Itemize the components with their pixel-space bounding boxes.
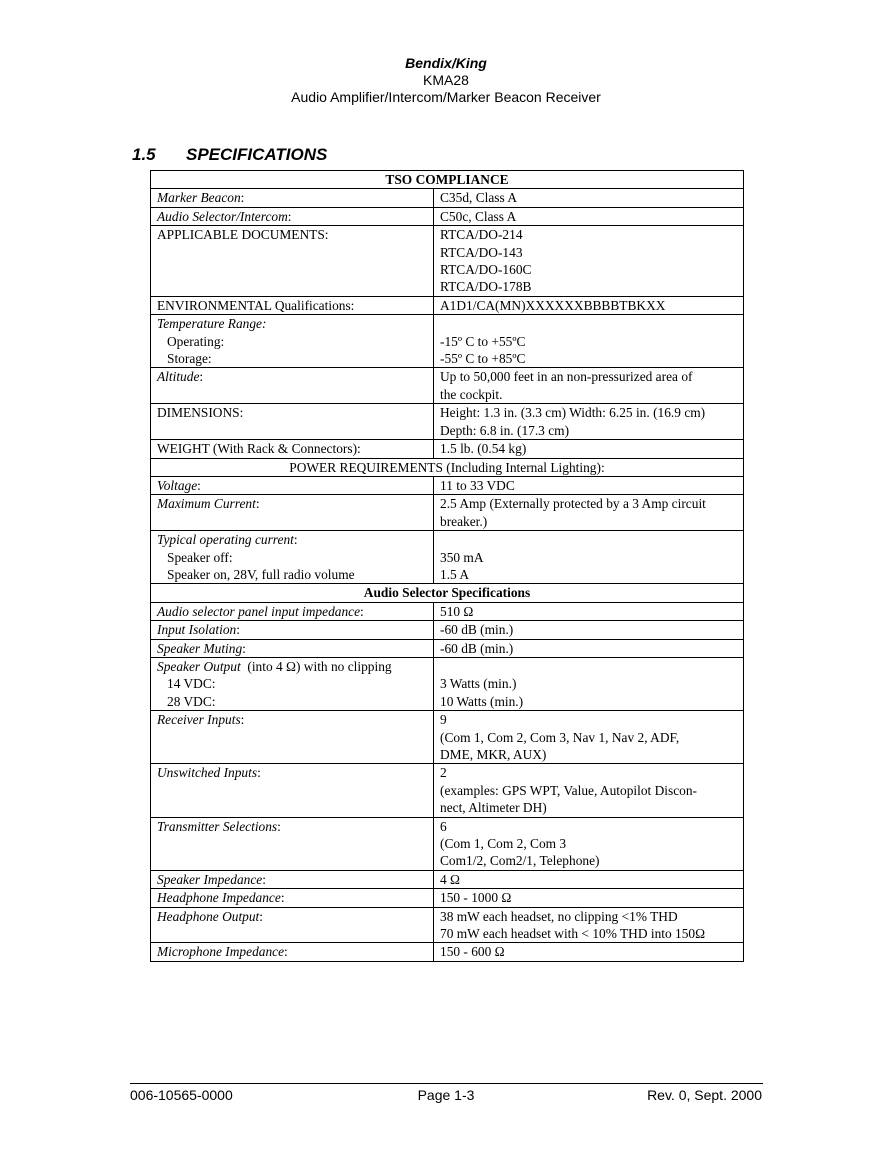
spec-label-text: Marker Beacon — [157, 190, 241, 206]
spec-label-text: : — [199, 369, 204, 385]
spec-label-text: Maximum Current — [157, 496, 256, 512]
spec-label — [151, 657, 434, 710]
spec-label-text: Typical operating current — [157, 532, 294, 548]
spec-row — [151, 817, 744, 870]
table-section-row — [151, 171, 744, 189]
spec-value-line: 1.5 A — [440, 566, 470, 582]
spec-row — [151, 657, 744, 710]
spec-sublabel: Operating: — [167, 333, 225, 349]
spec-sublabel: Speaker on, 28V, full radio volume — [167, 566, 355, 582]
footer-rule — [130, 1083, 763, 1084]
spec-label — [151, 621, 434, 639]
spec-label-text: Headphone Output — [157, 908, 260, 924]
spec-sublabel: 14 VDC: — [167, 676, 216, 692]
spec-label-line — [157, 889, 427, 906]
spec-label — [151, 368, 434, 404]
spec-row — [151, 368, 744, 404]
spec-value-line: RTCA/DO-178B — [440, 279, 532, 295]
spec-value — [434, 817, 744, 870]
spec-value-line: C50c, Class A — [440, 208, 517, 224]
spec-value-line: 150 - 1000 Ω — [440, 890, 512, 906]
spec-label-line — [157, 818, 427, 835]
spec-row — [151, 440, 744, 458]
spec-row — [151, 189, 744, 207]
spec-value-line: (Com 1, Com 2, Com 3 — [440, 836, 567, 852]
spec-label-text: Speaker Output — [157, 658, 241, 674]
section-number: 1.5 — [132, 145, 156, 164]
spec-value-line: (examples: GPS WPT, Value, Autopilot Discon- — [440, 782, 698, 798]
spec-label — [151, 817, 434, 870]
spec-label — [151, 315, 434, 368]
spec-label — [151, 639, 434, 657]
model-number: KMA28 — [423, 72, 469, 88]
spec-value-line: 70 mW each headset with < 10% THD into 150Ω — [440, 926, 706, 942]
section-header-cell: Audio Selector Specifications — [151, 584, 744, 602]
spec-label-text: Audio selector panel input impedance — [157, 603, 361, 619]
spec-row — [151, 404, 744, 440]
spec-value-line: 38 mW each headset, no clipping <1% THD — [440, 908, 678, 924]
spec-label-text: : — [360, 603, 364, 619]
spec-label-text: Input Isolation — [157, 622, 237, 638]
spec-value-line: RTCA/DO-143 — [440, 244, 523, 260]
spec-label — [151, 711, 434, 764]
spec-value-line: 2.5 Amp (Externally protected by a 3 Amp circuit — [440, 496, 706, 512]
spec-value-line: 510 Ω — [440, 603, 474, 619]
spec-label-text: : — [257, 765, 261, 781]
spec-row — [151, 907, 744, 943]
spec-label-text: Microphone Impedance — [157, 944, 285, 960]
spec-value-line: Up to 50,000 feet in an non-pressurized area of — [440, 369, 693, 385]
spec-label — [151, 440, 434, 458]
spec-label-text: Altitude — [157, 369, 200, 385]
spec-value-line: breaker.) — [440, 513, 488, 529]
spec-label-text: : — [197, 477, 201, 493]
spec-value — [434, 207, 744, 225]
spec-label-text: APPLICABLE DOCUMENTS: — [157, 227, 329, 243]
spec-label — [151, 764, 434, 817]
spec-label-line — [157, 711, 427, 728]
spec-row — [151, 711, 744, 764]
spec-label-line — [157, 531, 427, 548]
specifications-table — [150, 170, 744, 962]
spec-label-text: : — [293, 532, 298, 548]
spec-value — [434, 657, 744, 710]
spec-row — [151, 476, 744, 494]
spec-value — [434, 639, 744, 657]
spec-value-line: Com1/2, Com2/1, Telephone) — [440, 853, 600, 869]
spec-value — [434, 870, 744, 888]
spec-value-line: nect, Altimeter DH) — [440, 800, 547, 816]
section-header-cell: TSO COMPLIANCE — [151, 171, 744, 189]
spec-label-line — [157, 208, 427, 225]
document-subtitle: Audio Amplifier/Intercom/Marker Beacon Receiver — [291, 89, 601, 105]
spec-value-line: -15º C to +55ºC — [440, 333, 526, 349]
spec-value-line — [440, 531, 737, 548]
spec-value-line: Height: 1.3 in. (3.3 cm) Width: 6.25 in. (16.9 cm) — [440, 405, 706, 421]
spec-value-line: DME, MKR, AUX) — [440, 747, 547, 762]
spec-label-text: Transmitter Selections — [157, 818, 278, 834]
table-section-row — [151, 584, 744, 602]
spec-row — [151, 226, 744, 297]
spec-label — [151, 189, 434, 207]
spec-value-line: 10 Watts (min.) — [440, 693, 524, 709]
spec-label-text: : — [255, 496, 260, 512]
spec-value-line: (Com 1, Com 2, Com 3, Nav 1, Nav 2, ADF, — [440, 729, 680, 745]
spec-value — [434, 621, 744, 639]
spec-label-text: : — [280, 890, 285, 906]
spec-value-line: A1D1/CA(MN)XXXXXXBBBBTBKXX — [440, 297, 666, 313]
spec-value-line: -60 dB (min.) — [440, 640, 514, 656]
spec-label-line — [157, 603, 427, 620]
spec-row — [151, 315, 744, 368]
spec-label-line — [157, 640, 427, 657]
spec-label-line — [157, 764, 427, 781]
spec-label-line — [157, 621, 427, 638]
spec-label-text: : — [240, 190, 245, 206]
spec-label-line — [157, 297, 427, 314]
spec-value-line: RTCA/DO-160C — [440, 262, 532, 278]
spec-label-line — [157, 404, 427, 421]
spec-value — [434, 764, 744, 817]
spec-value — [434, 404, 744, 440]
spec-row — [151, 764, 744, 817]
spec-value-line: 4 Ω — [440, 871, 460, 887]
spec-label — [151, 870, 434, 888]
spec-label — [151, 495, 434, 531]
spec-value-line: RTCA/DO-214 — [440, 227, 523, 243]
footer-page-number: Page 1-3 — [417, 1087, 475, 1103]
spec-label-line — [157, 908, 427, 925]
spec-row — [151, 495, 744, 531]
spec-label-text: : — [259, 908, 264, 924]
spec-label-text: : — [262, 871, 266, 887]
section-header-cell: POWER REQUIREMENTS (Including Internal Lighting): — [151, 458, 744, 476]
spec-sublabel: 28 VDC: — [167, 693, 216, 709]
spec-label-line — [157, 315, 427, 332]
spec-label-line — [157, 477, 427, 494]
spec-value — [434, 368, 744, 404]
spec-label-text: Unswitched Inputs — [157, 765, 258, 781]
spec-label-text: DIMENSIONS: — [157, 405, 244, 421]
spec-label-line — [157, 658, 427, 675]
spec-sublabel: Speaker off: — [167, 549, 233, 565]
spec-row — [151, 943, 744, 961]
spec-value-line: 6 — [440, 818, 447, 834]
spec-row — [151, 531, 744, 584]
brand-name: Bendix/King — [405, 55, 487, 71]
spec-label-line — [157, 943, 427, 960]
section-heading — [132, 145, 327, 165]
spec-sublabel: Storage: — [167, 351, 212, 367]
spec-label-line — [157, 368, 427, 385]
spec-label-text: Headphone Impedance — [157, 890, 281, 906]
spec-value — [434, 602, 744, 620]
spec-label-text: Speaker Muting — [157, 640, 243, 656]
spec-label — [151, 531, 434, 584]
spec-value — [434, 711, 744, 764]
spec-row — [151, 621, 744, 639]
spec-label-text: : — [277, 818, 281, 834]
spec-value — [434, 189, 744, 207]
spec-label-text: (into 4 Ω) with no clipping — [240, 658, 392, 674]
spec-row — [151, 639, 744, 657]
footer-doc-number: 006-10565-0000 — [130, 1087, 233, 1103]
spec-label-text: Speaker Impedance — [157, 871, 263, 887]
spec-label — [151, 404, 434, 440]
spec-value-line: 9 — [440, 712, 447, 728]
spec-label-line — [157, 440, 427, 457]
spec-value-line: -60 dB (min.) — [440, 622, 514, 638]
spec-label-text: ENVIRONMENTAL Qualifications: — [157, 297, 355, 313]
spec-label-text: : — [284, 944, 288, 960]
spec-label-text: Voltage — [157, 477, 198, 493]
spec-value-line: C35d, Class A — [440, 190, 518, 206]
spec-label-text: Receiver Inputs — [157, 712, 241, 728]
spec-value — [434, 907, 744, 943]
spec-value-line: 350 mA — [440, 549, 484, 565]
footer-revision: Rev. 0, Sept. 2000 — [647, 1087, 762, 1103]
spec-label — [151, 602, 434, 620]
spec-label-text: : — [242, 640, 246, 656]
spec-value — [434, 889, 744, 907]
spec-label — [151, 907, 434, 943]
spec-value — [434, 495, 744, 531]
spec-label-text: Audio Selector/Intercom — [157, 208, 288, 224]
spec-label-line — [157, 226, 427, 243]
table-section-row — [151, 458, 744, 476]
spec-value-line: 3 Watts (min.) — [440, 676, 517, 692]
spec-value-line: Depth: 6.8 in. (17.3 cm) — [440, 422, 570, 438]
spec-label — [151, 476, 434, 494]
spec-row — [151, 296, 744, 314]
spec-value — [434, 943, 744, 961]
spec-label — [151, 889, 434, 907]
spec-label-text: WEIGHT (With Rack & Connectors): — [157, 441, 361, 457]
spec-value — [434, 315, 744, 368]
spec-label-line — [157, 495, 427, 512]
spec-value-line: 2 — [440, 765, 447, 781]
spec-value — [434, 296, 744, 314]
spec-label-text: : — [236, 622, 240, 638]
spec-value — [434, 476, 744, 494]
spec-value-line: 150 - 600 Ω — [440, 944, 505, 960]
spec-value-line: the cockpit. — [440, 386, 503, 402]
spec-label — [151, 226, 434, 297]
spec-label-text: Temperature Range: — [157, 316, 267, 332]
spec-label — [151, 207, 434, 225]
spec-value-line: 1.5 lb. (0.54 kg) — [440, 441, 527, 457]
spec-label-text: : — [287, 208, 292, 224]
spec-label — [151, 943, 434, 961]
spec-label-line — [157, 189, 427, 206]
spec-value-line — [440, 658, 737, 675]
spec-value-line: -55º C to +85ºC — [440, 351, 526, 367]
spec-value — [434, 531, 744, 584]
spec-row — [151, 207, 744, 225]
spec-row — [151, 889, 744, 907]
spec-value — [434, 226, 744, 297]
section-title: SPECIFICATIONS — [186, 145, 328, 164]
spec-label-line — [157, 871, 427, 888]
spec-label — [151, 296, 434, 314]
spec-row — [151, 602, 744, 620]
spec-label-text: : — [240, 712, 245, 728]
spec-row — [151, 870, 744, 888]
spec-value-line — [440, 315, 737, 332]
spec-value — [434, 440, 744, 458]
spec-value-line: 11 to 33 VDC — [440, 477, 515, 493]
